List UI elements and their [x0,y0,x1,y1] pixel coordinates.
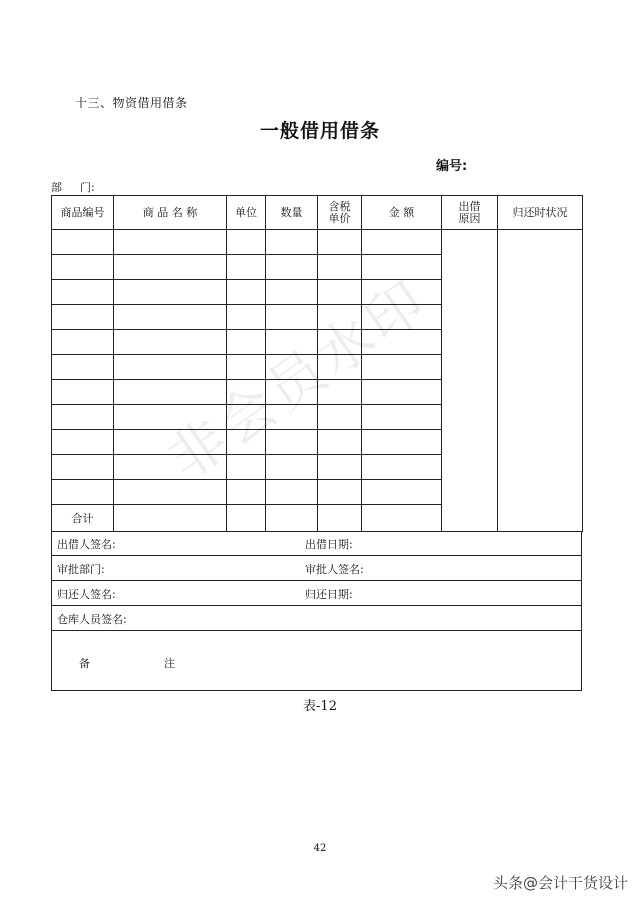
header-name: 商 品 名 称 [114,196,227,230]
cell[interactable] [362,230,442,255]
cell[interactable] [114,305,227,330]
cell[interactable] [52,380,114,405]
header-tax-price-line1: 含税 [328,199,351,213]
header-reason-line2: 原因 [458,211,481,225]
cell[interactable] [227,255,266,280]
cell[interactable] [114,255,227,280]
cell[interactable] [318,405,362,430]
page-title: 一般借用借条 [259,120,380,142]
page-number: 42 [313,843,327,854]
cell[interactable] [227,480,266,505]
returner-signature-label: 归还人签名: [57,588,116,601]
cell[interactable] [114,280,227,305]
section-title: 十三、物资借用借条 [75,96,188,110]
table-row [52,230,583,255]
cell[interactable] [318,430,362,455]
header-tax-price-line2: 单价 [328,211,351,225]
cell[interactable] [362,455,442,480]
cell[interactable] [266,480,318,505]
cell[interactable] [227,230,266,255]
cell[interactable] [318,255,362,280]
warehouse-signature-label: 仓库人员签名: [57,613,127,626]
cell[interactable] [227,330,266,355]
cell[interactable] [266,230,318,255]
cell[interactable] [227,280,266,305]
cell[interactable] [52,305,114,330]
approval-department-label: 审批部门: [57,563,105,576]
cell[interactable] [52,430,114,455]
header-amount: 金 额 [362,196,442,230]
cell[interactable] [362,430,442,455]
return-date-label: 归还日期: [305,588,353,601]
cell[interactable] [114,505,227,532]
cell[interactable] [52,355,114,380]
cell[interactable] [318,455,362,480]
remarks-box[interactable] [51,631,582,691]
remarks-label-part2: 注 [164,657,175,670]
lend-date-label: 出借日期: [305,538,353,551]
cell[interactable] [114,355,227,380]
signature-row-lender [51,531,582,556]
cell[interactable] [227,505,266,532]
lender-signature-label: 出借人签名: [57,538,116,551]
cell[interactable] [266,280,318,305]
signature-row-return [51,581,582,606]
cell[interactable] [266,455,318,480]
header-code: 商品编号 [52,196,114,230]
serial-number-label: 编号: [436,159,468,174]
cell[interactable] [52,230,114,255]
approver-signature-label: 审批人签名: [305,563,364,576]
cell[interactable] [52,455,114,480]
cell[interactable] [318,480,362,505]
cell[interactable] [362,405,442,430]
signature-row-approval [51,556,582,581]
cell[interactable] [52,330,114,355]
cell[interactable] [362,480,442,505]
return-status-cell[interactable] [498,230,583,532]
watermark: 非会员水印 [156,267,440,494]
header-return-status: 归还时状况 [498,196,583,230]
remarks-label-part1: 备 [79,657,90,670]
cell[interactable] [362,505,442,532]
header-reason-line1: 出借 [458,199,481,213]
header-tax-price [318,196,362,230]
header-quantity: 数量 [266,196,318,230]
header-unit: 单位 [227,196,266,230]
reason-cell[interactable] [442,230,498,532]
table-header-row [52,196,583,230]
cell[interactable] [52,405,114,430]
cell[interactable] [52,280,114,305]
cell[interactable] [318,230,362,255]
department-label-part1: 部 [51,181,62,194]
cell[interactable] [114,330,227,355]
total-label: 合计 [52,505,114,532]
cell[interactable] [362,380,442,405]
signature-row-warehouse [51,606,582,631]
cell[interactable] [318,505,362,532]
cell[interactable] [266,255,318,280]
cell[interactable] [52,255,114,280]
table-caption: 表-12 [303,699,337,714]
department-label-part2: 门: [80,181,95,194]
cell[interactable] [52,480,114,505]
source-credit: 头条@会计干货设计 [492,874,628,892]
cell[interactable] [266,505,318,532]
department-label [51,179,95,195]
header-reason [442,196,498,230]
cell[interactable] [114,230,227,255]
cell[interactable] [227,305,266,330]
